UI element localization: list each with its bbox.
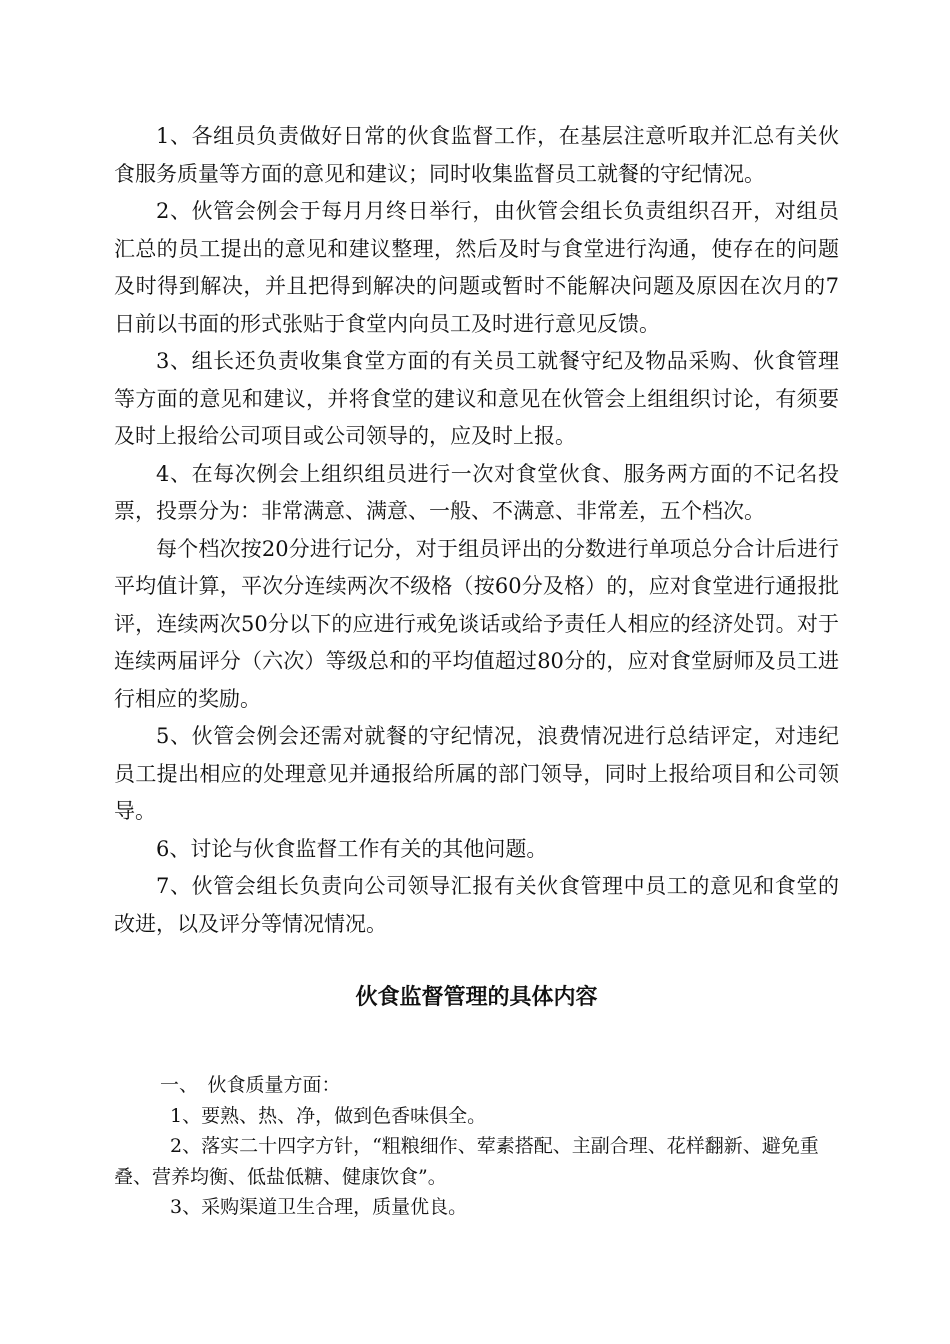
list-item-2: 2、落实二十四字方针，“粗粮细作、荤素搭配、主副合理、花样翻新、避免重叠、营养均衡、低盐低糖、健康饮食”。 [114, 1135, 819, 1188]
rules-body [114, 118, 839, 943]
paragraph-6: 5、伙管会例会还需对就餐的守纪情况，浪费情况进行总结评定，对违纪员工提出相应的处理意见并通报给所属的部门领导，同时上报给项目和公司领导。 [114, 724, 839, 823]
paragraph-1: 1、各组员负责做好日常的伙食监督工作，在基层注意听取并汇总有关伙食服务质量等方面的意见和建议；同时收集监督员工就餐的守纪情况。 [114, 124, 839, 186]
paragraph-5: 每个档次按20分进行记分，对于组员评出的分数进行单项总分合计后进行平均值计算，平次分连续两次不级格（按60分及格）的，应对食堂进行通报批评，连续两次50分以下的应进行戒免谈话或给予责任人相应的经济处罚。对于连续两届评分（六次）等级总和的平均值超过80分的，应对食堂厨师及员工进行相应的奖励。 [114, 536, 839, 711]
list-item-3: 3、采购渠道卫生合理，质量优良。 [170, 1196, 468, 1218]
paragraph-8: 7、伙管会组长负责向公司领导汇报有关伙食管理中员工的意见和食堂的改进，以及评分等情况情况。 [114, 874, 839, 936]
paragraph-3: 3、组长还负责收集食堂方面的有关员工就餐守纪及物品采购、伙食管理等方面的意见和建议，并将食堂的建议和意见在伙管会上组组织讨论，有须要及时上报给公司项目或公司领导的，应及时上报。 [114, 349, 839, 448]
list-item-1: 1、要熟、热、净，做到色香味俱全。 [170, 1104, 487, 1127]
paragraph-4: 4、在每次例会上组织组员进行一次对食堂伙食、服务两方面的不记名投票，投票分为：非常满意、满意、一般、不满意、非常差，五个档次。 [114, 461, 839, 523]
section-title: 伙食监督管理的具体内容 [355, 985, 598, 1010]
list-heading: 一、 伙食质量方面： [160, 1074, 341, 1096]
paragraph-7: 6、讨论与伙食监督工作有关的其他问题。 [156, 836, 548, 861]
paragraph-2: 2、伙管会例会于每月月终日举行，由伙管会组长负责组织召开，对组员汇总的员工提出的意见和建议整理，然后及时与食堂进行沟通，使存在的问题及时得到解决，并且把得到解决的问题或暂时不能解决问题及原因在次月的7日前以书面的形式张贴于食堂内向员工及时进行意见反馈。 [114, 199, 839, 336]
food-quality-list [114, 1070, 839, 1223]
